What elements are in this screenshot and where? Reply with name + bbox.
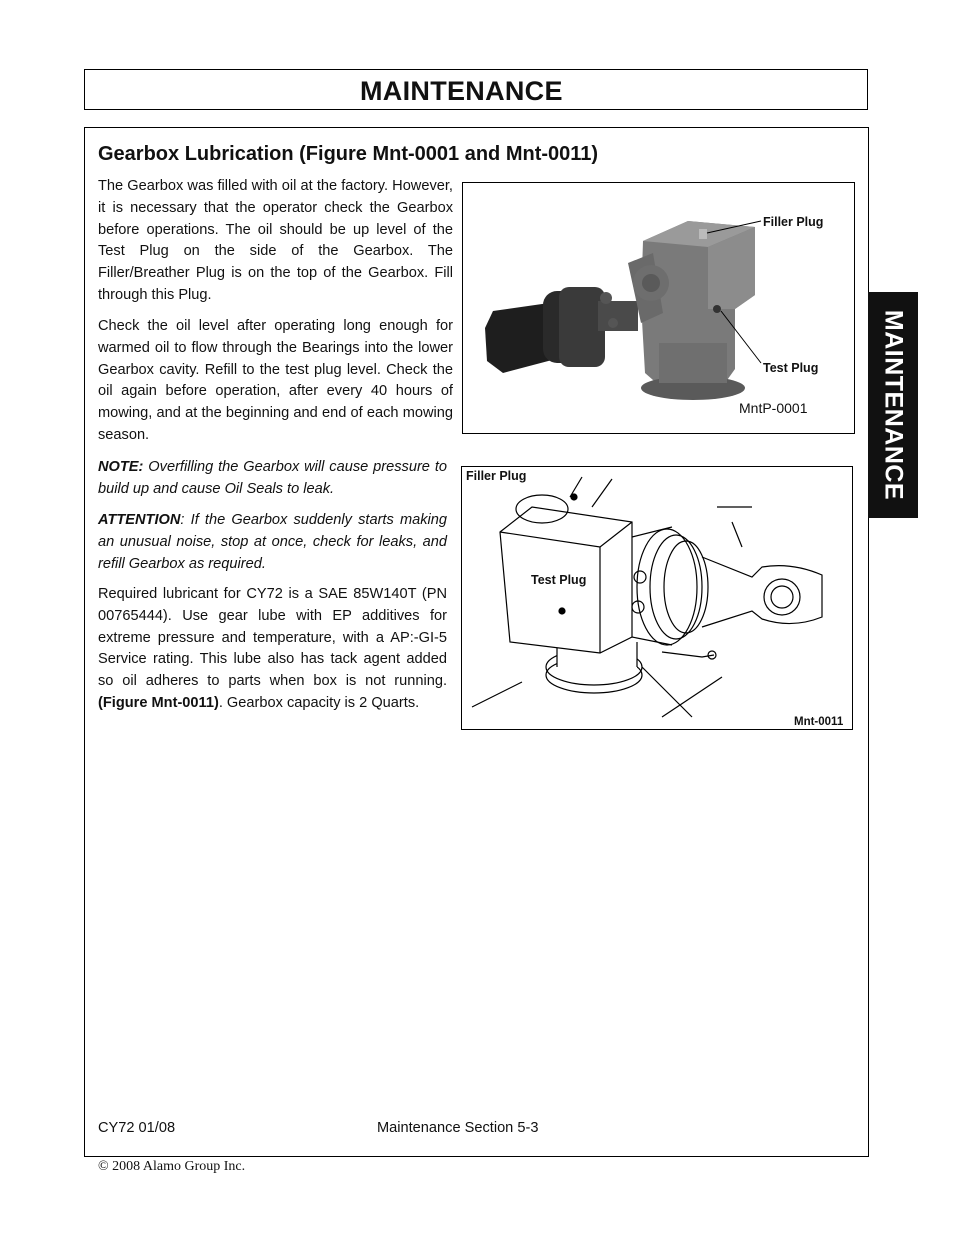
figure-mnt-0011 bbox=[461, 466, 853, 730]
figure-id: MntP-0001 bbox=[739, 400, 808, 416]
test-plug-label: Test Plug bbox=[531, 573, 587, 587]
capacity-text: . Gearbox capacity is 2 Quarts. bbox=[218, 694, 420, 711]
filler-plug-label: Filler Plug bbox=[466, 469, 527, 483]
attention-label: ATTENTION bbox=[98, 512, 181, 528]
copyright-text: © 2008 Alamo Group Inc. bbox=[98, 1159, 246, 1174]
attention-text: : If the Gearbox suddenly starts making an unusual noise, stop at once, check for leaks, and refill Gearbox as required. bbox=[98, 512, 447, 572]
note-text: Overfilling the Gearbox will cause pressure to build up and cause Oil Seals to leak. bbox=[98, 459, 447, 497]
test-plug-label: Test Plug bbox=[763, 361, 819, 375]
side-tab-label: MAINTENANCE bbox=[879, 309, 908, 501]
paragraph-check-oil-level: Check the oil level after operating long enough for warmed oil to flow through the Bearings into the lower Gearbox cavity. Refill to the test plug level. Check the oil again before operation, after every 40 hours of mowing, and at the beginning and end of each mowing season. bbox=[98, 318, 453, 443]
gearbox-drawing bbox=[462, 467, 852, 729]
figure-mntp-0001 bbox=[462, 182, 855, 434]
attention-paragraph bbox=[98, 510, 447, 575]
figure-reference: (Figure Mnt-0011) bbox=[98, 694, 219, 711]
paragraph-factory-fill: The Gearbox was filled with oil at the factory. However, it is necessary that the operator check the Gearbox before operations. The oil should be up level of the Test Plug on the side of the Gearbox. The Filler/Breather Plug is on the top of the Gearbox. Fill through this Plug. bbox=[98, 178, 453, 303]
figure-id: Mnt-0011 bbox=[794, 716, 844, 728]
note-label: NOTE: bbox=[98, 459, 144, 475]
lubricant-text: Required lubricant for CY72 is a SAE 85W140T (PN 00765444). Use gear lube with EP additives for extreme pressure and temperature, with a AP:-GI-5 Service rating. This lube also has tack agent added so oil adheres to parts when box is not running. bbox=[98, 586, 447, 690]
section-title: Gearbox Lubrication (Figure Mnt-0001 and Mnt-0011) bbox=[98, 143, 599, 165]
footer-section: Maintenance Section 5-3 bbox=[377, 1120, 539, 1136]
paragraph-lubricant bbox=[98, 584, 447, 715]
note-paragraph bbox=[98, 457, 447, 501]
filler-plug-label: Filler Plug bbox=[763, 215, 824, 229]
footer-model-date: CY72 01/08 bbox=[98, 1120, 176, 1136]
page-title: MAINTENANCE bbox=[360, 76, 563, 106]
